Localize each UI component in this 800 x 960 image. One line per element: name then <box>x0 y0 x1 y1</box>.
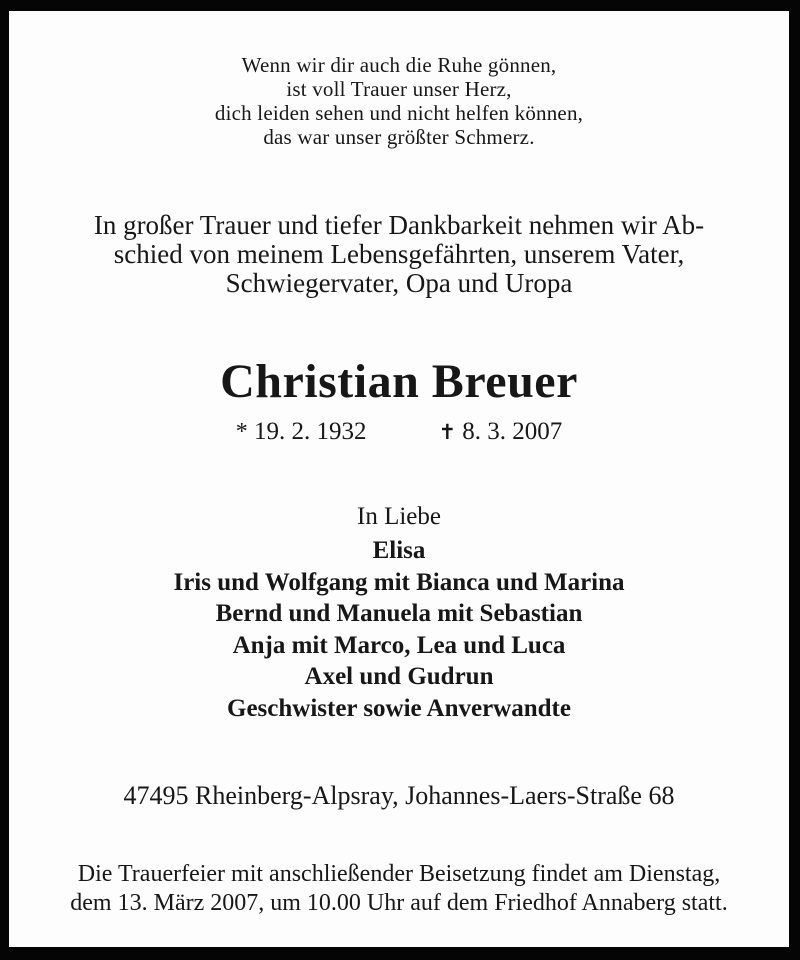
birth-date <box>236 418 367 446</box>
text-line: Wenn wir dir auch die Ruhe gönnen, <box>241 53 557 77</box>
text-line: schied von meinem Lebensgefährten, unserem Vater, <box>113 239 685 269</box>
text-line: Die Trauerfeier mit anschließender Beisetzung findet am Dienstag, <box>77 861 721 887</box>
death-date-text: 8. 3. 2007 <box>462 418 563 445</box>
funeral-info <box>9 860 789 918</box>
closing-phrase: In Liebe <box>357 503 441 530</box>
death-date <box>438 418 562 446</box>
text-line: dich leiden sehen und nicht helfen können, <box>214 101 584 125</box>
life-dates <box>9 418 789 446</box>
text-line: Iris und Wolfgang mit Bianca und Marina <box>173 568 625 596</box>
deceased-name: Christian Breuer <box>220 355 578 408</box>
farewell-paragraph <box>9 211 789 298</box>
mourners-list <box>9 535 789 724</box>
text-line: Anja mit Marco, Lea und Luca <box>232 631 566 659</box>
text-line: das war unser größter Schmerz. <box>263 125 535 149</box>
text-line: In großer Trauer und tiefer Dankbarkeit nehmen wir Ab- <box>93 210 705 240</box>
text-line: dem 13. März 2007, um 10.00 Uhr auf dem Friedhof Annaberg statt. <box>70 890 728 916</box>
obituary-card <box>9 11 789 947</box>
mourning-verse <box>9 11 789 149</box>
text-line: Geschwister sowie Anverwandte <box>227 694 571 722</box>
address-line: 47495 Rheinberg-Alpsray, Johannes-Laers-Straße 68 <box>123 781 675 810</box>
death-cross-icon: ✝ <box>438 420 457 444</box>
text-line: Axel und Gudrun <box>304 663 494 690</box>
born-star-icon: * <box>235 419 248 445</box>
text-line: Bernd und Manuela mit Sebastian <box>215 600 583 627</box>
birth-date-text: 19. 2. 1932 <box>253 418 367 445</box>
text-line: Elisa <box>372 537 426 564</box>
text-line: ist voll Trauer unser Herz, <box>286 77 512 101</box>
text-line: Schwiegervater, Opa und Uropa <box>225 268 573 298</box>
